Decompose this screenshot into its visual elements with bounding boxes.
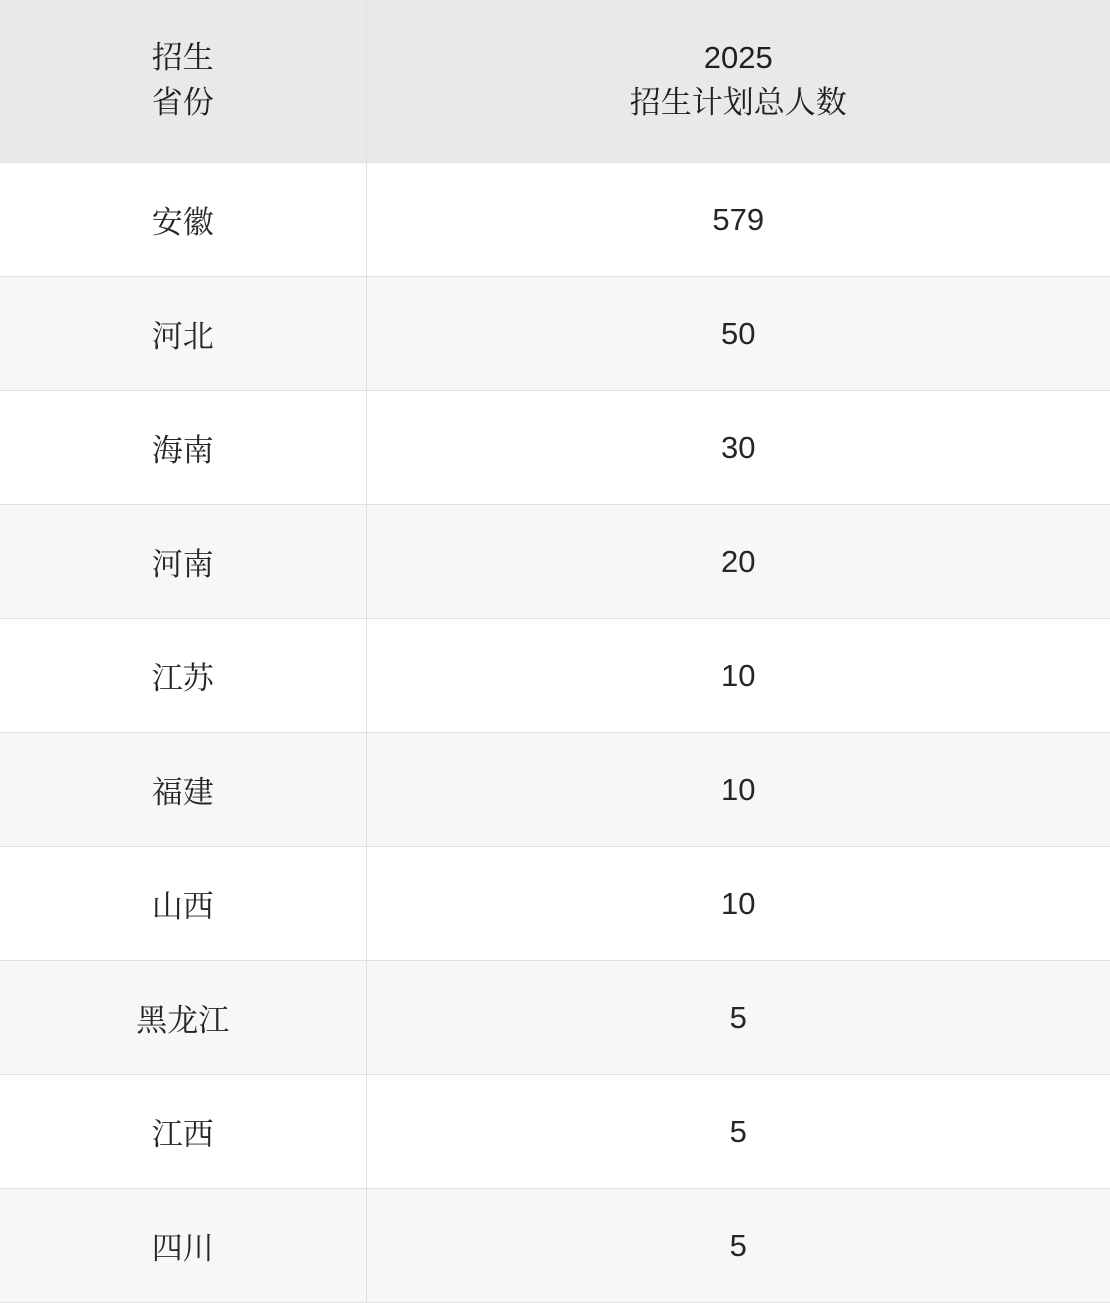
- table-row: [0, 1075, 1110, 1189]
- cell-province: 黑龙江: [0, 961, 366, 1075]
- header-row: [0, 0, 1110, 163]
- column-header-total-plan-label: 招生计划总人数: [629, 85, 847, 120]
- cell-total-plan: 10: [366, 733, 1110, 847]
- cell-province: 江苏: [0, 619, 366, 733]
- cell-province: 海南: [0, 391, 366, 505]
- cell-total-plan: 50: [366, 277, 1110, 391]
- column-header-year: 2025: [703, 40, 773, 76]
- cell-total-plan: 5: [366, 961, 1110, 1075]
- table-row: [0, 961, 1110, 1075]
- cell-total-plan: 30: [366, 391, 1110, 505]
- cell-province: 河北: [0, 277, 366, 391]
- table-row: [0, 391, 1110, 505]
- cell-province: 安徽: [0, 163, 366, 277]
- table-body: [0, 163, 1110, 1303]
- cell-province: 山西: [0, 847, 366, 961]
- table-row: [0, 163, 1110, 277]
- column-header-province: [0, 0, 366, 163]
- table-row: [0, 847, 1110, 961]
- table-header: [0, 0, 1110, 163]
- cell-total-plan: 10: [366, 619, 1110, 733]
- column-header-total-plan: [366, 0, 1110, 163]
- cell-total-plan: 10: [366, 847, 1110, 961]
- table-row: [0, 733, 1110, 847]
- table-row: [0, 1189, 1110, 1303]
- cell-total-plan: 5: [366, 1189, 1110, 1303]
- cell-total-plan: 5: [366, 1075, 1110, 1189]
- cell-province: 河南: [0, 505, 366, 619]
- cell-total-plan: 20: [366, 505, 1110, 619]
- cell-province: 四川: [0, 1189, 366, 1303]
- cell-province: 福建: [0, 733, 366, 847]
- cell-province: 江西: [0, 1075, 366, 1189]
- table-row: [0, 619, 1110, 733]
- table-row: [0, 505, 1110, 619]
- table-row: [0, 277, 1110, 391]
- column-header-province-line1: 招生: [151, 40, 214, 76]
- cell-total-plan: 579: [366, 163, 1110, 277]
- column-header-province-line2: 省份: [151, 85, 214, 120]
